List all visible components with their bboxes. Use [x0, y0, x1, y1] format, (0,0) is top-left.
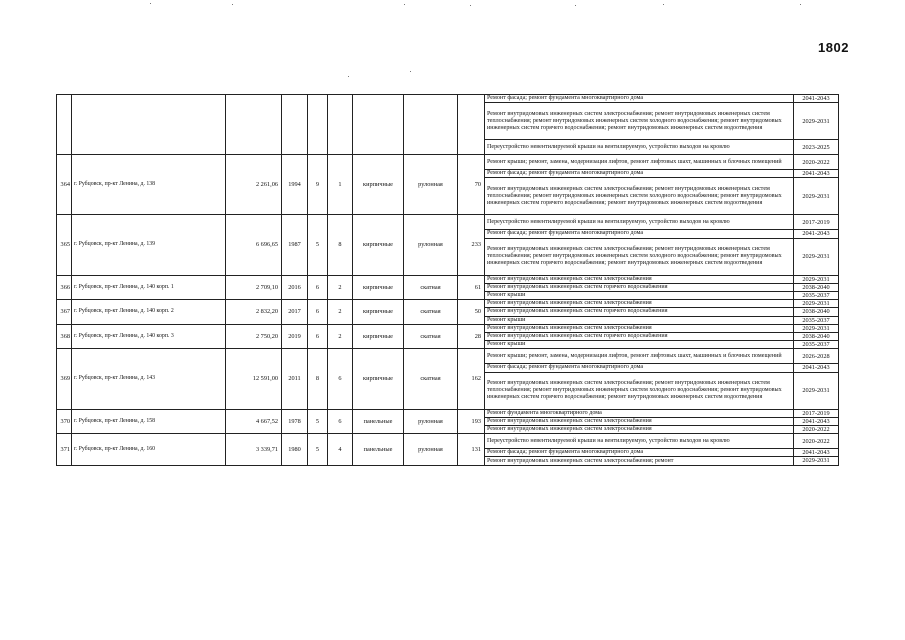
table-row [57, 349, 839, 364]
work-description: Ремонт внутридомовых инженерных систем электроснабжения; ремонт внутридомовых инженерных систем теплоснабжения; ремонт внутридомовых инженерных систем холодного водоснабжения; ремонт внутридомовых инженерных систем горячего водоснабжения; ремонт внутридомовых инженерных систем водоотведения [485, 103, 794, 140]
work-description: Ремонт фасада; ремонт фундамента многоквартирного дома [485, 449, 794, 457]
build-year: 1987 [282, 215, 308, 275]
wall-material: кирпичные [353, 275, 404, 300]
table-row [57, 275, 839, 283]
floors: 5 [308, 409, 328, 434]
floors: 5 [308, 215, 328, 275]
work-description: Ремонт внутридомовых инженерных систем электроснабжения [485, 300, 794, 308]
table-row [57, 409, 839, 417]
work-description: Ремонт внутридомовых инженерных систем электроснабжения; ремонт внутридомовых инженерных систем теплоснабжения; ремонт внутридомовых инженерных систем холодного водоснабжения; ремонт внутридомовых инженерных систем горячего водоснабжения; ремонт внутридомовых инженерных систем водоотведения [485, 372, 794, 409]
wall-material: панельные [353, 409, 404, 434]
wall-material: кирпичные [353, 155, 404, 215]
work-period: 2017-2019 [794, 215, 839, 230]
work-description: Ремонт внутридомовых инженерных систем электроснабжения; ремонт внутридомовых инженерных систем теплоснабжения; ремонт внутридомовых инженерных систем холодного водоснабжения; ремонт внутридомовых инженерных систем горячего водоснабжения; ремонт внутридомовых инженерных систем водоотведения [485, 178, 794, 215]
residents-count: 162 [458, 349, 485, 409]
entrances: 4 [328, 434, 353, 465]
page-number: 1802 [818, 40, 849, 55]
wall-material: кирпичные [353, 349, 404, 409]
residents-count: 28 [458, 324, 485, 349]
work-period: 2017-2019 [794, 409, 839, 417]
work-description: Переустройство невентилируемой крыши на вентилируемую, устройство выходов на кровлю [485, 140, 794, 155]
wall-material: кирпичные [353, 324, 404, 349]
total-area: 2 832,20 [226, 300, 282, 325]
residents-count: 61 [458, 275, 485, 300]
residents-count: 70 [458, 155, 485, 215]
work-period: 2038-2040 [794, 283, 839, 291]
work-period: 2029-2031 [794, 324, 839, 332]
work-description: Ремонт внутридомовых инженерных систем электроснабжения [485, 324, 794, 332]
work-description: Ремонт фасада; ремонт фундамента многоквартирного дома [485, 95, 794, 103]
work-period: 2041-2043 [794, 449, 839, 457]
work-period: 2029-2031 [794, 372, 839, 409]
address: г. Рубцовск, пр-кт Ленина, д. 160 [72, 434, 226, 465]
table-row [57, 324, 839, 332]
empty-cell [282, 95, 308, 155]
row-number: 370 [57, 409, 72, 434]
table-row [57, 300, 839, 308]
residents-count: 131 [458, 434, 485, 465]
row-number: 365 [57, 215, 72, 275]
build-year: 2019 [282, 324, 308, 349]
address: г. Рубцовск, пр-кт Ленина, д. 158 [72, 409, 226, 434]
address: г. Рубцовск, пр-кт Ленина, д. 140 корп. 1 [72, 275, 226, 300]
row-number: 364 [57, 155, 72, 215]
work-period: 2038-2040 [794, 333, 839, 341]
empty-cell [226, 95, 282, 155]
entrances: 2 [328, 275, 353, 300]
work-description: Ремонт внутридомовых инженерных систем электроснабжения [485, 426, 794, 434]
entrances: 8 [328, 215, 353, 275]
address: г. Рубцовск, пр-кт Ленина, д. 140 корп. 2 [72, 300, 226, 325]
work-period: 2020-2022 [794, 434, 839, 449]
work-period: 2026-2028 [794, 349, 839, 364]
entrances: 6 [328, 349, 353, 409]
work-period: 2020-2022 [794, 426, 839, 434]
address: г. Рубцовск, пр-кт Ленина, д. 139 [72, 215, 226, 275]
work-description: Ремонт крыши; ремонт, замена, модернизация лифтов, ремонт лифтовых шахт, машинных и блочных помещений [485, 349, 794, 364]
work-period: 2041-2043 [794, 230, 839, 238]
build-year: 2017 [282, 300, 308, 325]
work-period: 2035-2037 [794, 341, 839, 349]
work-period: 2029-2031 [794, 238, 839, 275]
wall-material: кирпичные [353, 300, 404, 325]
housing-repair-schedule-table [56, 94, 839, 466]
floors: 9 [308, 155, 328, 215]
total-area: 2 261,06 [226, 155, 282, 215]
work-period: 2029-2031 [794, 275, 839, 283]
total-area: 2 709,10 [226, 275, 282, 300]
work-description: Ремонт фасада; ремонт фундамента многоквартирного дома [485, 364, 794, 372]
build-year: 1994 [282, 155, 308, 215]
row-number: 368 [57, 324, 72, 349]
address: г. Рубцовск, пр-кт Ленина, д. 140 корп. 3 [72, 324, 226, 349]
table-row [57, 215, 839, 230]
work-description: Ремонт внутридомовых инженерных систем электроснабжения [485, 417, 794, 425]
work-description: Ремонт фундамента многоквартирного дома [485, 409, 794, 417]
row-number: 369 [57, 349, 72, 409]
work-description: Ремонт внутридомовых инженерных систем электроснабжения [485, 275, 794, 283]
build-year: 1978 [282, 409, 308, 434]
entrances: 2 [328, 324, 353, 349]
residents-count: 50 [458, 300, 485, 325]
total-area: 6 696,65 [226, 215, 282, 275]
work-description: Ремонт внутридомовых инженерных систем горячего водоснабжения [485, 283, 794, 291]
roof-type: рулонная [404, 409, 458, 434]
work-description: Ремонт фасада; ремонт фундамента многоквартирного дома [485, 170, 794, 178]
work-description: Ремонт внутридомовых инженерных систем горячего водоснабжения [485, 308, 794, 316]
work-period: 2023-2025 [794, 140, 839, 155]
build-year: 1980 [282, 434, 308, 465]
row-number: 366 [57, 275, 72, 300]
row-number: 367 [57, 300, 72, 325]
work-period: 2041-2043 [794, 417, 839, 425]
work-period: 2029-2031 [794, 178, 839, 215]
empty-cell [328, 95, 353, 155]
work-period: 2041-2043 [794, 170, 839, 178]
work-period: 2029-2031 [794, 457, 839, 465]
work-description: Ремонт внутридомовых инженерных систем горячего водоснабжения [485, 333, 794, 341]
floors: 6 [308, 275, 328, 300]
table-row [57, 95, 839, 103]
roof-type: рулонная [404, 434, 458, 465]
floors: 6 [308, 324, 328, 349]
work-period: 2029-2031 [794, 103, 839, 140]
work-period: 2020-2022 [794, 155, 839, 170]
floors: 6 [308, 300, 328, 325]
table-row [57, 434, 839, 449]
empty-cell [404, 95, 458, 155]
empty-cell [72, 95, 226, 155]
address: г. Рубцовск, пр-кт Ленина, д. 143 [72, 349, 226, 409]
roof-type: скатная [404, 324, 458, 349]
roof-type: скатная [404, 349, 458, 409]
empty-cell [458, 95, 485, 155]
empty-cell [308, 95, 328, 155]
residents-count: 233 [458, 215, 485, 275]
work-period: 2038-2040 [794, 308, 839, 316]
build-year: 2011 [282, 349, 308, 409]
total-area: 2 750,20 [226, 324, 282, 349]
work-description: Переустройство невентилируемой крыши на вентилируемую, устройство выходов на кровлю [485, 215, 794, 230]
entrances: 6 [328, 409, 353, 434]
address: г. Рубцовск, пр-кт Ленина, д. 138 [72, 155, 226, 215]
entrances: 2 [328, 300, 353, 325]
work-period: 2035-2037 [794, 316, 839, 324]
work-description: Ремонт крыши [485, 341, 794, 349]
roof-type: скатная [404, 300, 458, 325]
total-area: 3 339,71 [226, 434, 282, 465]
work-period: 2029-2031 [794, 300, 839, 308]
row-number: 371 [57, 434, 72, 465]
build-year: 2016 [282, 275, 308, 300]
work-description: Ремонт фасада; ремонт фундамента многоквартирного дома [485, 230, 794, 238]
empty-cell [57, 95, 72, 155]
roof-type: рулонная [404, 155, 458, 215]
roof-type: скатная [404, 275, 458, 300]
residents-count: 193 [458, 409, 485, 434]
total-area: 4 667,52 [226, 409, 282, 434]
roof-type: рулонная [404, 215, 458, 275]
work-description: Ремонт внутридомовых инженерных систем электроснабжения; ремонт [485, 457, 794, 465]
work-period: 2035-2037 [794, 292, 839, 300]
wall-material: панельные [353, 434, 404, 465]
work-description: Ремонт крыши [485, 292, 794, 300]
floors: 5 [308, 434, 328, 465]
total-area: 12 591,00 [226, 349, 282, 409]
empty-cell [353, 95, 404, 155]
work-description: Ремонт внутридомовых инженерных систем электроснабжения; ремонт внутридомовых инженерных систем теплоснабжения; ремонт внутридомовых инженерных систем холодного водоснабжения; ремонт внутридомовых инженерных систем горячего водоснабжения; ремонт внутридомовых инженерных систем водоотведения [485, 238, 794, 275]
wall-material: кирпичные [353, 215, 404, 275]
work-period: 2041-2043 [794, 364, 839, 372]
entrances: 1 [328, 155, 353, 215]
work-description: Переустройство невентилируемой крыши на вентилируемую, устройство выходов на кровлю [485, 434, 794, 449]
floors: 8 [308, 349, 328, 409]
table-row [57, 155, 839, 170]
work-description: Ремонт крыши; ремонт, замена, модернизация лифтов, ремонт лифтовых шахт, машинных и блочных помещений [485, 155, 794, 170]
work-period: 2041-2043 [794, 95, 839, 103]
work-description: Ремонт крыши [485, 316, 794, 324]
